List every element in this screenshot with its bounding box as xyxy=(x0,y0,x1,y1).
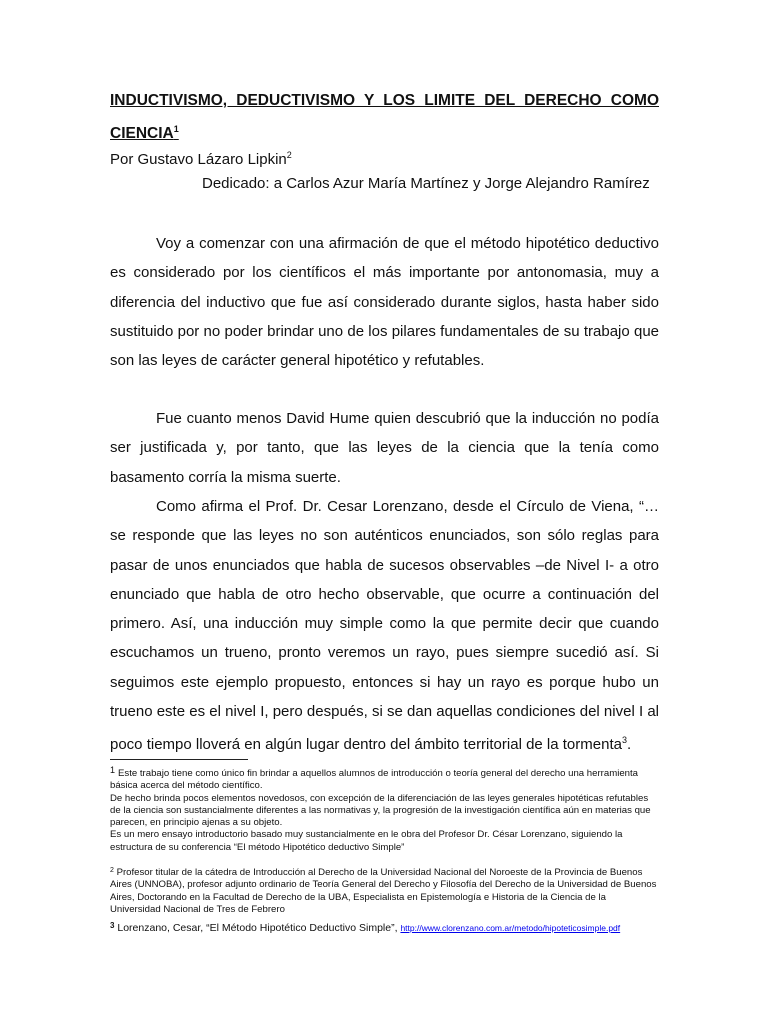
footnote-3-link[interactable]: http://www.clorenzano.com.ar/metodo/hipoteticosimple.pdf xyxy=(400,923,621,933)
footnote-1-text: Este trabajo tiene como único fin brindar a aquellos alumnos de introducción o teoría general del derecho una herramienta básica acerca del método científico. xyxy=(110,768,638,792)
footnote-1-line1 xyxy=(110,764,659,793)
paragraph-3 xyxy=(110,492,659,760)
footnote-3-text: Lorenzano, Cesar, “El Método Hipotético Deductivo Simple”, xyxy=(117,922,401,934)
footnote-3-mark: 3 xyxy=(110,921,115,930)
author-footnote-mark[interactable]: 2 xyxy=(286,150,292,160)
footnote-2-mark: 2 xyxy=(110,867,114,874)
paragraph-2: Fue cuanto menos David Hume quien descubrió que la inducción no podía ser justificada y, por tanto, que las leyes de la ciencia que la tenía como basamento corría la misma suerte. xyxy=(110,410,659,486)
title-footnote-mark[interactable]: 1 xyxy=(173,124,179,134)
footnote-2 xyxy=(110,865,659,916)
footnote-1 xyxy=(110,764,659,854)
footnote-separator xyxy=(110,759,248,760)
dedication: Dedicado: a Carlos Azur María Martínez y Jorge Alejandro Ramírez xyxy=(202,175,650,192)
footnote-3 xyxy=(110,920,659,934)
paragraph-3-end: . xyxy=(626,736,632,754)
title-text: INDUCTIVISMO, DEDUCTIVISMO Y LOS LIMITE DEL DERECHO COMO CIENCIA xyxy=(110,92,659,143)
author-text: Por Gustavo Lázaro Lipkin xyxy=(110,151,287,168)
paragraph-1: Voy a comenzar con una afirmación de que el método hipotético deductivo es considerado por los científicos el más importante por antonomasia, muy a diferencia del inductivo que fue así considerado durante siglos, hasta haber sido sustituido por no poder brindar uno de los pilares fundamentales de su trabajo que son las leyes de carácter general hipotético y refutables. xyxy=(110,235,659,370)
footnote-1-mark: 1 xyxy=(110,765,116,775)
author-line xyxy=(110,144,292,171)
footnote-1-line3: Es un mero ensayo introductorio basado muy sustancialmente en le obra del Profesor Dr. César Lorenzano, siguiendo la estructura de su conferencia “El método Hipotético deductivo Simple” xyxy=(110,829,623,853)
paragraph-3-text: Como afirma el Prof. Dr. Cesar Lorenzano, desde el Círculo de Viena, “…se responde que las leyes no son auténticos enunciados, son sólo reglas para pasar de unos enunciados que habla de sucesos observables –de Nivel I- a otro enunciado que habla de otro hecho observable, que ocurre a continuación del primero. Así, una inducción muy simple como la que permite decir que cuando escuchamos un trueno, pronto veremos un rayo, pues siempre sucedió así. Si seguimos este ejemplo propuesto, entonces si hay un rayo es porque hubo un trueno este es el nivel I, pero después, si se dan aquellas condiciones del nivel I al poco tiempo lloverá en algún lugar dentro del ámbito territorial de la tormenta xyxy=(110,498,659,754)
paragraph-3-footnote-mark[interactable]: 3 xyxy=(621,735,627,746)
footnote-1-line2: De hecho brinda pocos elementos novedosos, con excepción de la diferenciación de las leyes generales hipotéticas refutables de la ciencia son sustancialmente diferentes a las normativas y, la progresión de la investigación científica aún en materias que parecen, en principio ajenas a su objeto. xyxy=(110,792,651,829)
document-title xyxy=(110,86,659,148)
footnote-2-text: Profesor titular de la cátedra de Introducción al Derecho de la Universidad Nacional del Noroeste de la Provincia de Buenos Aires (UNNOBA), profesor adjunto ordinario de Teoría General del Derecho y Filosofía del Derecho de la Universidad de Buenos Aires, Doctorando en la Facultad de Derecho de la UBA, Especialista en Epistemología e Historia de la Ciencia de la Universidad Nacional de Tres de Febrero xyxy=(110,867,657,915)
